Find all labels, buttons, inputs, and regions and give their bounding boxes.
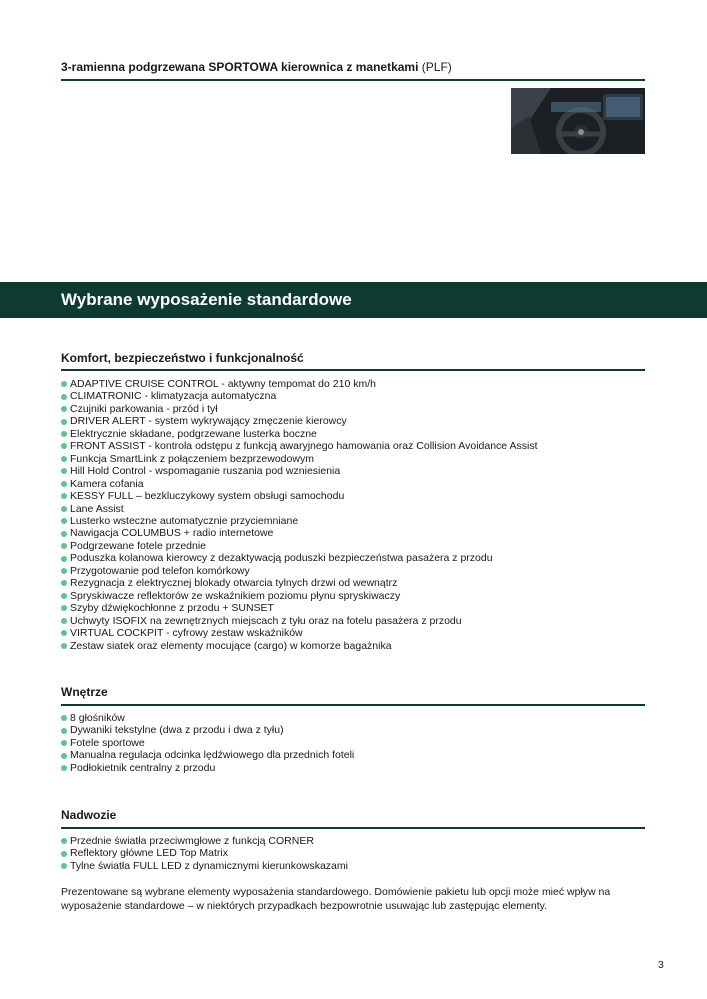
feature-text: Elektrycznie składane, podgrzewane lusterka boczne xyxy=(70,427,317,440)
feature-item xyxy=(61,847,661,859)
feature-text: Lusterko wsteczne automatycznie przyciemniane xyxy=(70,514,299,527)
feature-text: Czujniki parkowania - przód i tył xyxy=(70,402,218,415)
bullet-icon xyxy=(61,851,67,857)
feature-text: Nawigacja COLUMBUS + radio internetowe xyxy=(70,527,274,540)
title-divider xyxy=(61,79,645,81)
section-divider-interior xyxy=(61,704,645,706)
feature-text: Dywaniki tekstylne (dwa z przodu i dwa z tyłu) xyxy=(70,724,284,737)
feature-list-body xyxy=(61,835,661,872)
bullet-icon xyxy=(61,556,67,562)
bullet-icon xyxy=(61,740,67,746)
bullet-icon xyxy=(61,419,67,425)
bullet-icon xyxy=(61,406,67,412)
feature-item xyxy=(61,712,661,724)
bullet-icon xyxy=(61,753,67,759)
feature-text: Lane Assist xyxy=(70,502,124,515)
feature-item xyxy=(61,552,661,564)
feature-text: Reflektory główne LED Top Matrix xyxy=(70,847,228,860)
feature-item xyxy=(61,453,661,465)
feature-item xyxy=(61,565,661,577)
bullet-icon xyxy=(61,543,67,549)
section-divider-comfort xyxy=(61,369,645,371)
option-title xyxy=(61,59,645,75)
feature-item xyxy=(61,860,661,872)
feature-text: Podgrzewane fotele przednie xyxy=(70,539,207,552)
feature-list-comfort xyxy=(61,378,661,652)
bullet-icon xyxy=(61,605,67,611)
feature-text: CLIMATRONIC - klimatyzacja automatyczna xyxy=(70,390,277,403)
feature-text: Podłokietnik centralny z przodu xyxy=(70,761,216,774)
feature-item xyxy=(61,527,661,539)
bullet-icon xyxy=(61,518,67,524)
section-heading-comfort: Komfort, bezpieczeństwo i funkcjonalność xyxy=(61,351,304,365)
feature-text: VIRTUAL COCKPIT - cyfrowy zestaw wskaźników xyxy=(70,627,303,640)
section-banner xyxy=(0,282,707,318)
feature-text: KESSY FULL – bezkluczykowy system obsługi samochodu xyxy=(70,490,345,503)
feature-item xyxy=(61,724,661,736)
feature-text: ADAPTIVE CRUISE CONTROL - aktywny tempomat do 210 km/h xyxy=(70,378,376,390)
bullet-icon xyxy=(61,630,67,636)
section-heading-interior: Wnętrze xyxy=(61,685,108,699)
feature-text: Uchwyty ISOFIX na zewnętrznych miejscach z tyłu oraz na fotelu pasażera z przodu xyxy=(70,614,462,627)
feature-text: Tylne światła FULL LED z dynamicznymi kierunkowskazami xyxy=(70,859,348,872)
feature-text: Spryskiwacze reflektorów ze wskaźnikiem poziomu płynu spryskiwaczy xyxy=(70,589,401,602)
bullet-icon xyxy=(61,580,67,586)
bullet-icon xyxy=(61,381,67,387)
bullet-icon xyxy=(61,728,67,734)
bullet-icon xyxy=(61,715,67,721)
bullet-icon xyxy=(61,765,67,771)
bullet-icon xyxy=(61,493,67,499)
bullet-icon xyxy=(61,443,67,449)
bullet-icon xyxy=(61,618,67,624)
feature-text: Kamera cofania xyxy=(70,477,144,490)
feature-item xyxy=(61,577,661,589)
feature-text: Rezygnacja z elektrycznej blokady otwarcia tylnych drzwi od wewnątrz xyxy=(70,577,398,590)
bullet-icon xyxy=(61,456,67,462)
bullet-icon xyxy=(61,394,67,400)
feature-item xyxy=(61,749,661,761)
feature-item xyxy=(61,465,661,477)
bullet-icon xyxy=(61,431,67,437)
bullet-icon xyxy=(61,506,67,512)
feature-item xyxy=(61,590,661,602)
feature-item xyxy=(61,503,661,515)
feature-text: Manualna regulacja odcinka lędźwiowego dla przednich foteli xyxy=(70,749,355,762)
section-heading-body: Nadwozie xyxy=(61,808,117,822)
feature-item xyxy=(61,835,661,847)
disclaimer-note: Prezentowane są wybrane elementy wyposażenia standardowego. Domówienie pakietu lub opcji może mieć wpływ na wyposażenie standardowe – w niektórych przypadkach bezpowrotnie usuwając lub zastępując elementy. xyxy=(61,886,611,912)
feature-text: Funkcja SmartLink z połączeniem bezprzewodowym xyxy=(70,452,314,465)
feature-list-interior xyxy=(61,712,661,774)
feature-item xyxy=(61,762,661,774)
bullet-icon xyxy=(61,643,67,649)
feature-item xyxy=(61,602,661,614)
feature-text: Poduszka kolanowa kierowcy z dezaktywacją poduszki bezpieczeństwa pasażera z przodu xyxy=(70,552,493,565)
feature-item xyxy=(61,478,661,490)
bullet-icon xyxy=(61,593,67,599)
banner-title: Wybrane wyposażenie standardowe xyxy=(61,290,352,309)
feature-text: Przednie światła przeciwmgłowe z funkcją CORNER xyxy=(70,835,314,847)
feature-item xyxy=(61,378,661,390)
option-title-name: 3-ramienna podgrzewana SPORTOWA kierownica z manetkami xyxy=(61,60,419,74)
feature-text: Przygotowanie pod telefon komórkowy xyxy=(70,564,250,577)
feature-text: Fotele sportowe xyxy=(70,736,145,749)
feature-text: Szyby dźwiękochłonne z przodu + SUNSET xyxy=(70,602,274,615)
feature-text: Hill Hold Control - wspomaganie ruszania pod wzniesienia xyxy=(70,465,341,478)
page-number: 3 xyxy=(658,959,664,971)
section-divider-body xyxy=(61,827,645,829)
feature-text: DRIVER ALERT - system wykrywający zmęczenie kierowcy xyxy=(70,415,347,428)
feature-item xyxy=(61,403,661,415)
option-code: (PLF) xyxy=(421,60,452,74)
bullet-icon xyxy=(61,863,67,869)
feature-text: Zestaw siatek oraz elementy mocujące (cargo) w komorze bagażnika xyxy=(70,639,392,652)
feature-item xyxy=(61,428,661,440)
bullet-icon xyxy=(61,531,67,537)
bullet-icon xyxy=(61,838,67,844)
feature-item xyxy=(61,540,661,552)
feature-item xyxy=(61,627,661,639)
feature-item xyxy=(61,490,661,502)
bullet-icon xyxy=(61,481,67,487)
feature-item xyxy=(61,640,661,652)
feature-text: 8 głośników xyxy=(70,712,125,724)
steering-wheel-photo xyxy=(511,88,645,154)
feature-item xyxy=(61,737,661,749)
feature-item xyxy=(61,415,661,427)
feature-item xyxy=(61,440,661,452)
bullet-icon xyxy=(61,468,67,474)
feature-item xyxy=(61,390,661,402)
feature-item xyxy=(61,615,661,627)
feature-item xyxy=(61,515,661,527)
bullet-icon xyxy=(61,568,67,574)
feature-text: FRONT ASSIST - kontrola odstępu z funkcją awaryjnego hamowania oraz Collision Avoidance Assist xyxy=(70,440,538,453)
